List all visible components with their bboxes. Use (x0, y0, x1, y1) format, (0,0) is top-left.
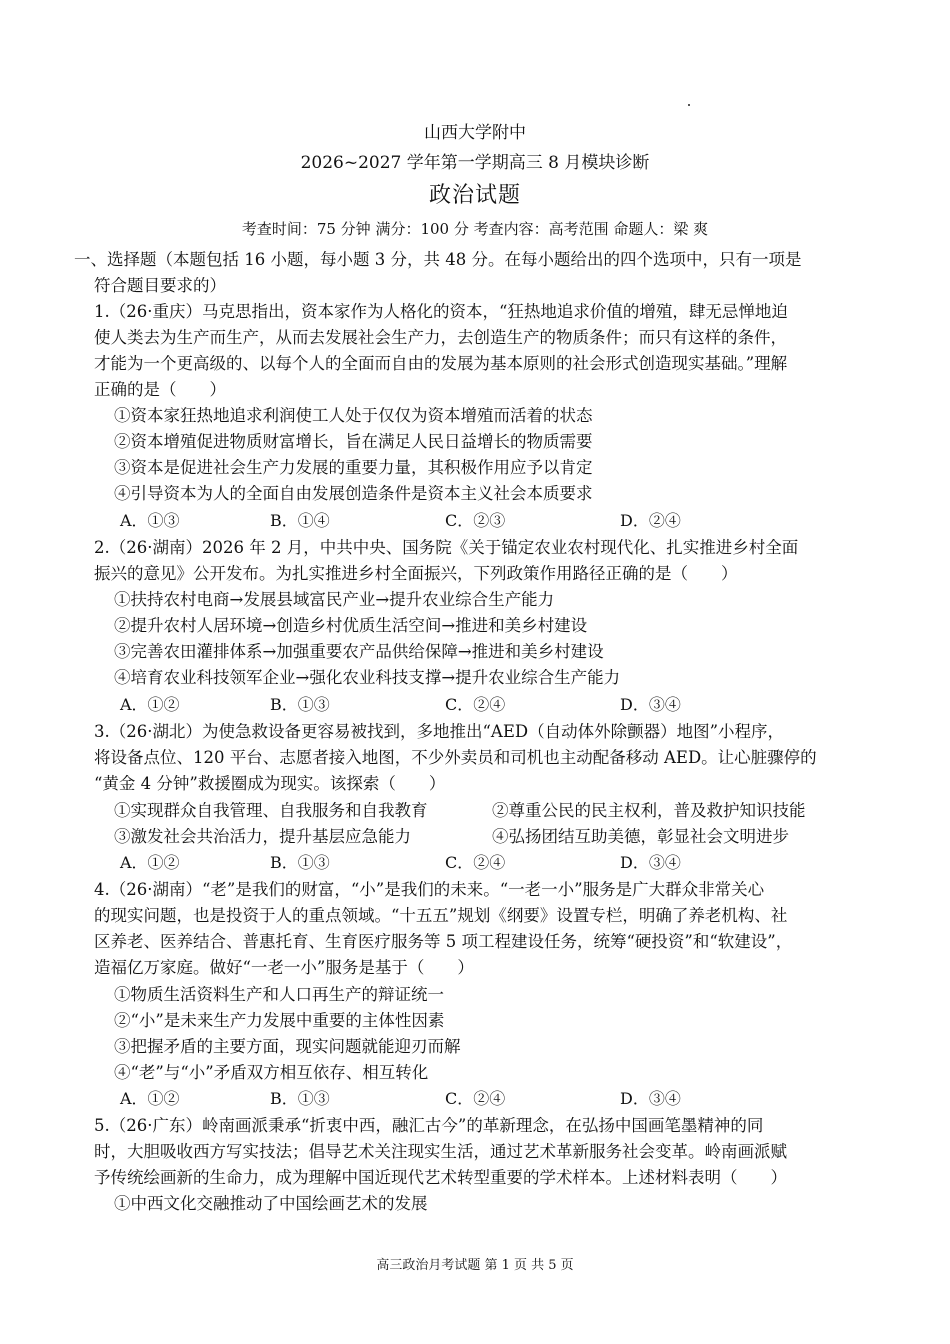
q5-stem-line: 5.（26·广东）岭南画派秉承“折衷中西，融汇古今”的革新理念，在弘扬中国画笔墨精神的同 (94, 1116, 764, 1135)
option-b[interactable]: B．①③ (270, 1089, 330, 1108)
school-name: 山西大学附中 (424, 123, 526, 143)
option-b[interactable]: B．①④ (270, 511, 330, 530)
option-c[interactable]: C．②④ (445, 853, 506, 872)
q3-item: ③激发社会共治活力，提升基层应急能力 (114, 827, 411, 846)
exam-meta: 考查时间：75 分钟 满分：100 分 考查内容：高考范围 命题人：梁 爽 (241, 220, 709, 238)
scan-speck (688, 104, 690, 106)
q3-item: ①实现群众自我管理、自我服务和自我教育 (114, 801, 428, 820)
q2-item: ②提升农村人居环境→创造乡村优质生活空间→推进和美乡村建设 (114, 616, 588, 635)
q1-item: ④引导资本为人的全面自由发展创造条件是资本主义社会本质要求 (114, 484, 593, 503)
q5-stem-line: 时，大胆吸收西方写实技法；倡导艺术关注现实生活，通过艺术革新服务社会变革。岭南画派赋 (94, 1142, 787, 1161)
q2-item: ③完善农田灌排体系→加强重要农产品供给保障→推进和美乡村建设 (114, 642, 604, 661)
q4-stem-line: 4.（26·湖南）“老”是我们的财富，“小”是我们的未来。“一老一小”服务是广大群众非常关心 (94, 880, 765, 899)
q1-item: ③资本是促进社会生产力发展的重要力量，其积极作用应予以肯定 (114, 458, 593, 477)
q3-stem-line: 3.（26·湖北）为使急救设备更容易被找到，多地推出“AED（自动体外除颤器）地图”小程序， (94, 722, 785, 741)
q1-item: ①资本家狂热地追求利润使工人处于仅仅为资本增殖而活着的状态 (114, 406, 593, 425)
q5-stem-line: 予传统绘画新的生命力，成为理解中国近现代艺术转型重要的学术样本。上述材料表明（ ） (94, 1168, 787, 1187)
option-a[interactable]: A．①③ (120, 511, 180, 530)
q4-item: ①物质生活资料生产和人口再生产的辩证统一 (114, 985, 444, 1004)
q4-stem-line: 区养老、医养结合、普惠托育、生育医疗服务等 5 项工程建设任务，统筹“硬投资”和“软建设”， (94, 932, 793, 951)
q1-stem-line: 1.（26·重庆）马克思指出，资本家作为人格化的资本，“狂热地追求价值的增殖，肆无忌惮地迫 (94, 302, 788, 321)
option-a[interactable]: A．①② (120, 695, 180, 714)
option-d[interactable]: D．②④ (620, 511, 681, 530)
q4-stem-line: 造福亿万家庭。做好“一老一小”服务是基于（ ） (94, 958, 474, 977)
q2-item: ①扶持农村电商→发展县域富民产业→提升农业综合生产能力 (114, 590, 555, 609)
q3-item: ④弘扬团结互助美德，彰显社会文明进步 (492, 827, 789, 846)
q1-stem-line: 正确的是（ ） (94, 380, 226, 399)
q4-item: ③把握矛盾的主要方面，现实问题就能迎刃而解 (114, 1037, 461, 1056)
option-b[interactable]: B．①③ (270, 853, 330, 872)
q4-stem-line: 的现实问题，也是投资于人的重点领域。“十五五”规划《纲要》设置专栏，明确了养老机构、社 (94, 906, 788, 925)
q3-stem-line: 将设备点位、120 平台、志愿者接入地图，不少外卖员和司机也主动配备移动 AED。让心脏骤停的 (94, 748, 817, 767)
option-d[interactable]: D．③④ (620, 853, 681, 872)
option-d[interactable]: D．③④ (620, 695, 681, 714)
q1-item: ②资本增殖促进物质财富增长，旨在满足人民日益增长的物质需要 (114, 432, 593, 451)
q2-stem-line: 2.（26·湖南）2026 年 2 月，中共中央、国务院《关于锚定农业农村现代化、扎实推进乡村全面 (94, 538, 799, 557)
exam-term: 2026~2027 学年第一学期高三 8 月模块诊断 (300, 153, 650, 173)
subject-title: 政治试题 (428, 183, 521, 208)
section-heading-cont: 符合题目要求的） (94, 276, 226, 295)
option-b[interactable]: B．①③ (270, 695, 330, 714)
option-c[interactable]: C．②④ (445, 695, 506, 714)
q3-stem-line: “黄金 4 分钟”救援圈成为现实。该探索（ ） (94, 774, 446, 793)
page-footer: 高三政治月考试题 第 1 页 共 5 页 (376, 1258, 574, 1273)
q2-item: ④培育农业科技领军企业→强化农业科技支撑→提升农业综合生产能力 (114, 668, 621, 687)
option-a[interactable]: A．①② (120, 853, 180, 872)
option-d[interactable]: D．③④ (620, 1089, 681, 1108)
option-a[interactable]: A．①② (120, 1089, 180, 1108)
q1-stem-line: 使人类去为生产而生产，从而去发展社会生产力，去创造生产的物质条件；而只有这样的条件， (94, 328, 787, 347)
q5-item: ①中西文化交融推动了中国绘画艺术的发展 (114, 1194, 428, 1213)
section-heading: 一、选择题（本题包括 16 小题，每小题 3 分，共 48 分。在每小题给出的四个选项中，只有一项是 (74, 250, 802, 269)
option-c[interactable]: C．②③ (445, 511, 506, 530)
q1-stem-line: 才能为一个更高级的、以每个人的全面而自由的发展为基本原则的社会形式创造现实基础。”理解 (94, 354, 788, 373)
option-c[interactable]: C．②④ (445, 1089, 506, 1108)
q4-item: ④“老”与“小”矛盾双方相互依存、相互转化 (114, 1063, 429, 1082)
q2-stem-line: 振兴的意见》公开发布。为扎实推进乡村全面振兴，下列政策作用路径正确的是（ ） (94, 564, 738, 583)
q3-item: ②尊重公民的民主权利，普及救护知识技能 (492, 801, 806, 820)
q4-item: ②“小”是未来生产力发展中重要的主体性因素 (114, 1011, 445, 1030)
